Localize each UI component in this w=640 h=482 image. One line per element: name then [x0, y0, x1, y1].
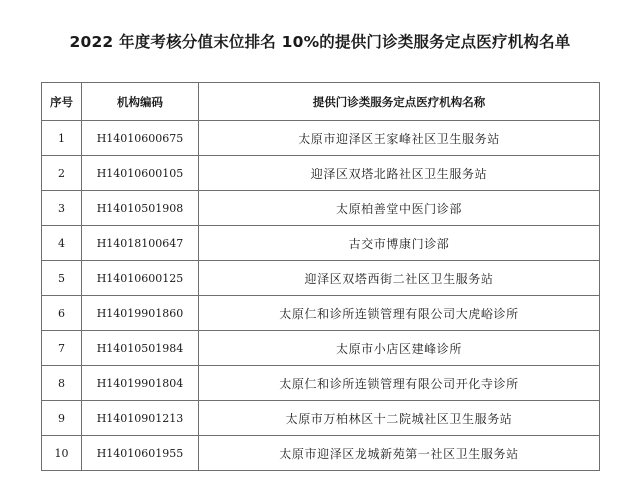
- row-name: 迎泽区双塔北路社区卫生服务站: [199, 156, 600, 191]
- row-index: 8: [42, 366, 82, 401]
- row-code: H14010600105: [82, 156, 199, 191]
- table-row: [42, 366, 600, 401]
- header-code: 机构编码: [82, 83, 199, 121]
- table-row: [42, 121, 600, 156]
- row-name: 迎泽区双塔西街二社区卫生服务站: [199, 261, 600, 296]
- row-name: 太原市迎泽区龙城新苑第一社区卫生服务站: [199, 436, 600, 471]
- table-row: [42, 156, 600, 191]
- row-name: 太原市小店区建峰诊所: [199, 331, 600, 366]
- table-header-row: [42, 83, 600, 121]
- institution-table: [41, 82, 600, 471]
- row-code: H14010600125: [82, 261, 199, 296]
- row-code: H14019901804: [82, 366, 199, 401]
- document-title: 2022 年度考核分值末位排名 10%的提供门诊类服务定点医疗机构名单: [69, 33, 571, 51]
- row-name: 古交市博康门诊部: [199, 226, 600, 261]
- row-index: 7: [42, 331, 82, 366]
- row-code: H14010901213: [82, 401, 199, 436]
- header-index: 序号: [42, 83, 82, 121]
- row-name: 太原柏善堂中医门诊部: [199, 191, 600, 226]
- row-name: 太原仁和诊所连锁管理有限公司开化寺诊所: [199, 366, 600, 401]
- table-row: [42, 226, 600, 261]
- row-index: 2: [42, 156, 82, 191]
- table-row: [42, 436, 600, 471]
- row-code: H14010600675: [82, 121, 199, 156]
- row-code: H14010501984: [82, 331, 199, 366]
- table-row: [42, 261, 600, 296]
- row-name: 太原仁和诊所连锁管理有限公司大虎峪诊所: [199, 296, 600, 331]
- row-index: 10: [42, 436, 82, 471]
- row-index: 9: [42, 401, 82, 436]
- row-code: H14010501908: [82, 191, 199, 226]
- row-index: 4: [42, 226, 82, 261]
- row-code: H14018100647: [82, 226, 199, 261]
- table-row: [42, 191, 600, 226]
- row-name: 太原市万柏林区十二院城社区卫生服务站: [199, 401, 600, 436]
- row-index: 3: [42, 191, 82, 226]
- table-row: [42, 401, 600, 436]
- row-name: 太原市迎泽区王家峰社区卫生服务站: [199, 121, 600, 156]
- row-code: H14019901860: [82, 296, 199, 331]
- table-row: [42, 331, 600, 366]
- row-code: H14010601955: [82, 436, 199, 471]
- row-index: 5: [42, 261, 82, 296]
- row-index: 1: [42, 121, 82, 156]
- table-row: [42, 296, 600, 331]
- header-name: 提供门诊类服务定点医疗机构名称: [199, 83, 600, 121]
- row-index: 6: [42, 296, 82, 331]
